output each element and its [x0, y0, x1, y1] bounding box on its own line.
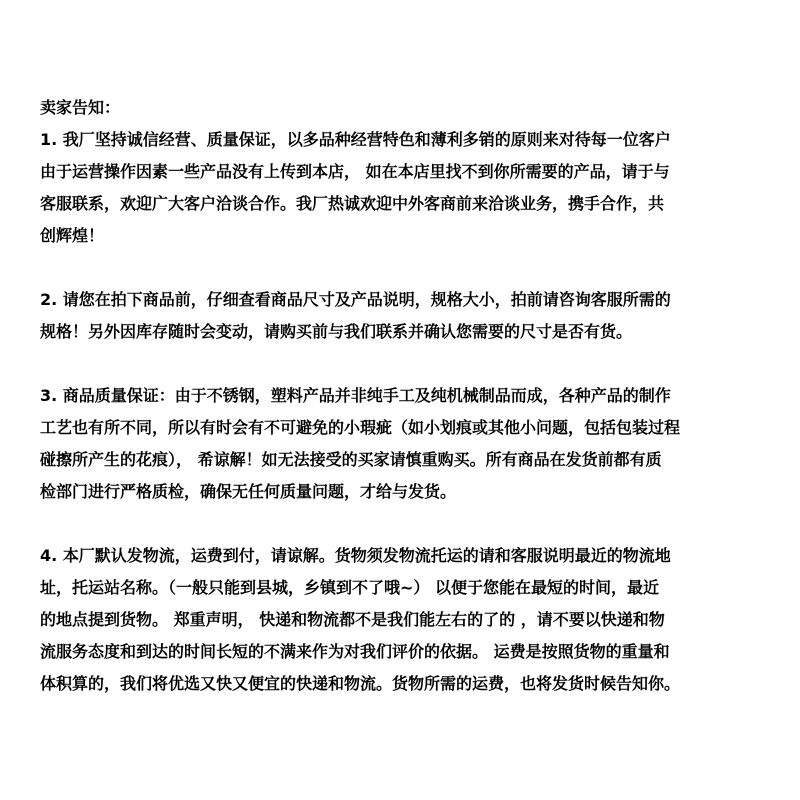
- notice-paragraph-3: [40, 380, 770, 508]
- paragraph-line: 流服务态度和到达的时间长短的不满来作为对我们评价的依据。 运费是按照货物的重量和: [40, 642, 670, 661]
- paragraph-line: 体积算的，我们将优选又快又便宜的快递和物流。货物所需的运费，也将发货时候告知你。: [40, 674, 681, 693]
- paragraph-line: 的地点提到货物。 郑重声明， 快递和物流都不是我们能左右的了的 ，请不要以快递和物: [40, 610, 665, 629]
- notice-paragraph-4: [40, 540, 770, 700]
- paragraph-line: 址，托运站名称。（一般只能到县城，乡镇到不了哦~） 以便于您能在最短的时间，最近: [40, 578, 659, 597]
- notice-title: 卖家告知：: [40, 98, 121, 117]
- paragraph-line: 1. 我厂坚持诚信经营、质量保证，以多品种经营特色和薄利多销的原则来对待每一位客户: [40, 130, 671, 149]
- paragraph-line: 规格！另外因库存随时会变动，请购买前与我们联系并确认您需要的尺寸是否有货。: [40, 322, 633, 341]
- paragraph-line: 工艺也有所不同，所以有时会有不可避免的小瑕疵（如小划痕或其他小问题，包括包装过程: [40, 418, 681, 437]
- seller-notice: [40, 92, 770, 732]
- paragraph-line: 碰擦所产生的花痕）， 希谅解！如无法接受的买家请慎重购买。所有商品在发货前都有质: [40, 450, 662, 469]
- notice-paragraph-1: [40, 124, 770, 252]
- paragraph-line: 3. 商品质量保证：由于不锈钢，塑料产品并非纯手工及纯机械制品而成，各种产品的制作: [40, 386, 671, 405]
- paragraph-line: 4. 本厂默认发物流，运费到付，请谅解。货物须发物流托运的请和客服说明最近的物流地: [40, 546, 671, 565]
- notice-paragraph-2: [40, 284, 770, 348]
- paragraph-line: 客服联系，欢迎广大客户洽谈合作。我厂热诚欢迎中外客商前来洽谈业务，携手合作，共: [40, 194, 665, 213]
- paragraph-line: 2. 请您在拍下商品前，仔细查看商品尺寸及产品说明，规格大小，拍前请咨询客服所需的: [40, 290, 671, 309]
- paragraph-line: 检部门进行严格质检，确保无任何质量问题，才给与发货。: [40, 482, 457, 501]
- paragraph-line: 由于运营操作因素一些产品没有上传到本店， 如在本店里找不到你所需要的产品，请于与: [40, 162, 670, 181]
- paragraph-line: 创辉煌！: [40, 226, 105, 245]
